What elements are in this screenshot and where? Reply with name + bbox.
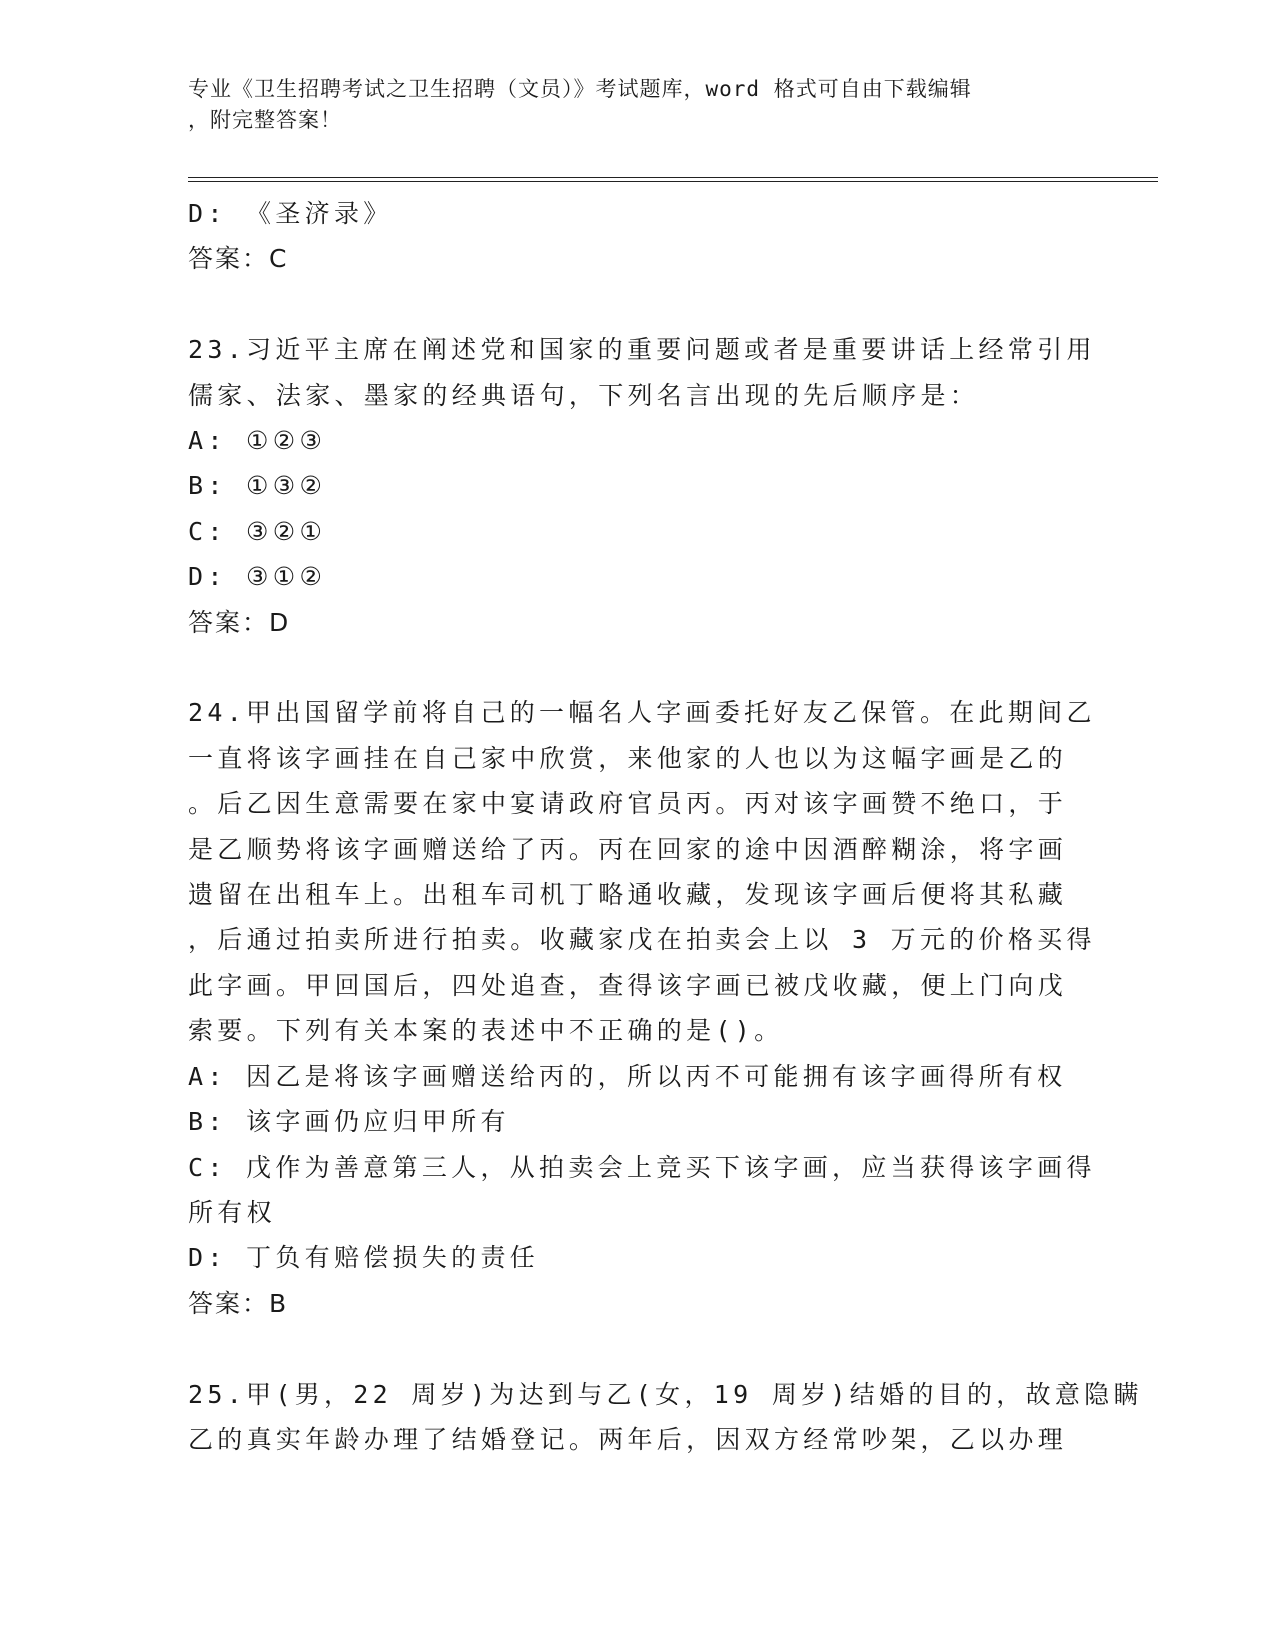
question-stem-line: 乙的真实年龄办理了结婚登记。两年后，因双方经常吵架，乙以办理	[188, 1424, 1068, 1454]
question-stem-line: 。后乙因生意需要在家中宴请政府官员丙。丙对该字画赞不绝口，于	[188, 789, 1068, 819]
question-stem-line: 儒家、法家、墨家的经典语句，下列名言出现的先后顺序是：	[188, 380, 980, 410]
header-line-1: 专业《卫生招聘考试之卫生招聘（文员）》考试题库，word 格式可自由下载编辑	[188, 77, 972, 101]
question-stem-line: 是乙顺势将该字画赠送给了丙。丙在回家的途中因酒醉糊涂，将字画	[188, 834, 1068, 864]
question-stem-line: 此字画。甲回国后，四处追查，查得该字画已被戊收藏，便上门向戊	[188, 970, 1068, 1000]
spacer	[188, 645, 1088, 690]
spacer	[188, 282, 1088, 327]
option-c: C: 戊作为善意第三人，从拍卖会上竞买下该字画，应当获得该字画得	[188, 1152, 1096, 1182]
option-a: A: 因乙是将该字画赠送给丙的，所以丙不可能拥有该字画得所有权	[188, 1061, 1067, 1091]
question-list	[188, 191, 1143, 1462]
option-d: D: 《圣济录》	[188, 199, 393, 228]
question-24	[188, 690, 1096, 1326]
question-stem-line: 24.甲出国留学前将自己的一幅名人字画委托好友乙保管。在此期间乙	[188, 698, 1096, 728]
question-stem-line: 25.甲(男，22 周岁)为达到与乙(女，19 周岁)结婚的目的，故意隐瞒	[188, 1379, 1143, 1409]
question-stem-line: 一直将该字画挂在自己家中欣赏，来他家的人也以为这幅字画是乙的	[188, 743, 1068, 773]
answer-label: 答案：B	[188, 1288, 289, 1318]
page-header	[188, 74, 1058, 136]
question-23	[188, 327, 1096, 645]
question-stem-line: 遗留在出租车上。出租车司机丁略通收藏，发现该字画后便将其私藏	[188, 880, 1068, 910]
option-b: B: ①③②	[188, 471, 327, 501]
option-c-continuation: 所有权	[188, 1197, 276, 1227]
question-stem-line: 索要。下列有关本案的表述中不正确的是()。	[188, 1016, 784, 1046]
option-c: C: ③②①	[188, 516, 327, 546]
option-d: D: ③①②	[188, 562, 327, 592]
question-stem-line: ，后通过拍卖所进行拍卖。收藏家戊在拍卖会上以 3 万元的价格买得	[188, 925, 1096, 955]
question-22	[188, 191, 1088, 282]
spacer	[188, 1326, 1088, 1371]
header-line-2: ，附完整答案！	[188, 108, 342, 132]
question-stem-line: 23.习近平主席在阐述党和国家的重要问题或者是重要讲话上经常引用	[188, 335, 1096, 365]
option-d: D: 丁负有赔偿损失的责任	[188, 1243, 540, 1273]
answer-label: 答案：D	[188, 607, 291, 637]
option-a: A: ①②③	[188, 426, 327, 456]
header-divider	[188, 177, 1158, 182]
question-25	[188, 1372, 1143, 1463]
answer-label: 答案：C	[188, 244, 289, 274]
option-b: B: 该字画仍应归甲所有	[188, 1107, 510, 1137]
